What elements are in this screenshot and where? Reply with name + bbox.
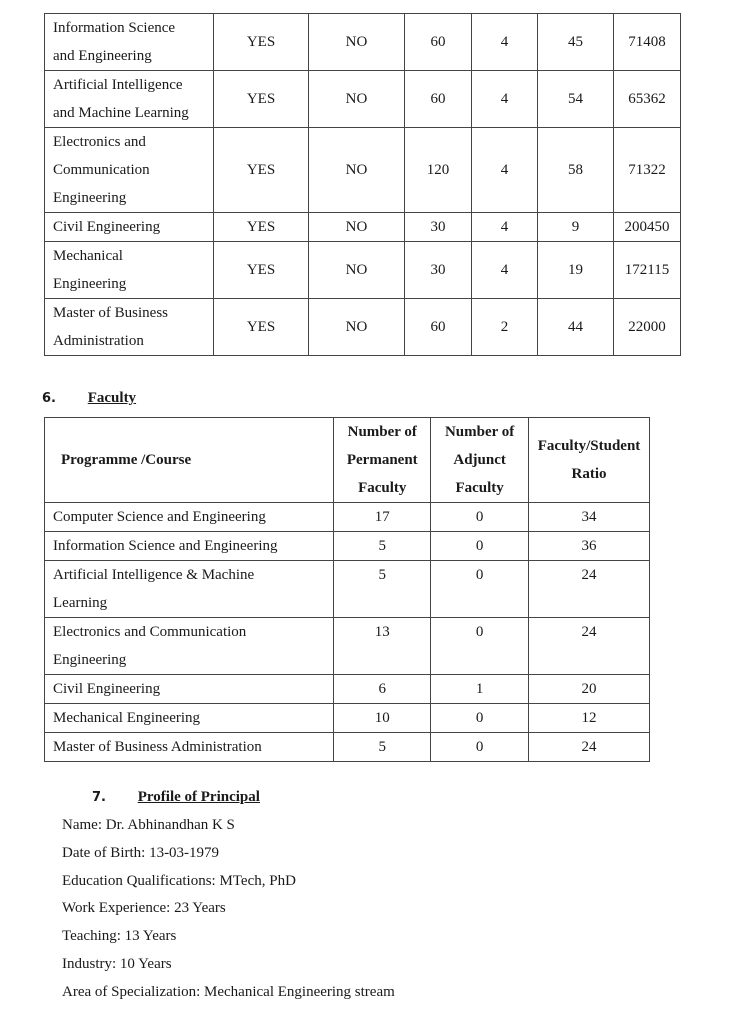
section-title: Profile of Principal bbox=[137, 789, 260, 805]
profile-line: Date of Birth: 13-03-1979 bbox=[62, 844, 220, 861]
adjunct-faculty-cell: 0 bbox=[431, 733, 529, 762]
programme-cell bbox=[45, 675, 334, 704]
value-cell: NO bbox=[309, 299, 405, 356]
intake-table-row bbox=[45, 71, 681, 128]
faculty-table-header-row bbox=[45, 418, 650, 503]
value-cell: NO bbox=[309, 71, 405, 128]
value-cell: YES bbox=[214, 14, 309, 71]
value-cell: NO bbox=[309, 242, 405, 299]
faculty-table-row bbox=[45, 733, 650, 762]
intake-table-body bbox=[45, 14, 681, 356]
permanent-faculty-cell: 5 bbox=[334, 561, 431, 618]
profile-line: Work Experience: 23 Years bbox=[62, 900, 226, 917]
value-cell: YES bbox=[214, 128, 309, 213]
programme-line: Mechanical Engineering bbox=[53, 710, 201, 726]
header-faculty-student-ratio bbox=[529, 418, 650, 503]
value-cell: 71408 bbox=[614, 14, 681, 71]
permanent-faculty-cell: 5 bbox=[334, 733, 431, 762]
value-cell: 71322 bbox=[614, 128, 681, 213]
header-line: Ratio bbox=[571, 466, 607, 482]
programme-cell bbox=[45, 213, 214, 242]
intake-table-row bbox=[45, 242, 681, 299]
value-cell: 30 bbox=[405, 213, 472, 242]
value-cell: 172115 bbox=[614, 242, 681, 299]
value-cell: 4 bbox=[472, 71, 538, 128]
value-cell: 4 bbox=[472, 14, 538, 71]
value-cell: 60 bbox=[405, 14, 472, 71]
intake-table-row bbox=[45, 14, 681, 71]
programme-line: and Engineering bbox=[53, 48, 152, 64]
intake-table-row bbox=[45, 299, 681, 356]
principal-profile bbox=[62, 812, 395, 1007]
value-cell: 30 bbox=[405, 242, 472, 299]
value-cell: 19 bbox=[538, 242, 614, 299]
profile-line: Education Qualifications: MTech, PhD bbox=[62, 872, 296, 889]
value-cell: 45 bbox=[538, 14, 614, 71]
programme-line: Artificial Intelligence bbox=[53, 77, 183, 93]
value-cell: 54 bbox=[538, 71, 614, 128]
programme-cell bbox=[45, 733, 334, 762]
programme-line: Computer Science and Engineering bbox=[53, 509, 266, 525]
programme-line: Engineering bbox=[53, 190, 127, 206]
value-cell: 65362 bbox=[614, 71, 681, 128]
programme-line: Information Science and Engineering bbox=[53, 538, 278, 554]
header-line: Number of bbox=[444, 424, 515, 440]
intake-table bbox=[44, 13, 681, 356]
permanent-faculty-cell: 17 bbox=[334, 503, 431, 532]
programme-line: Civil Engineering bbox=[53, 219, 161, 235]
profile-line: Industry: 10 Years bbox=[62, 955, 172, 972]
intake-table-row bbox=[45, 128, 681, 213]
programme-line: Electronics and bbox=[53, 134, 146, 150]
principal-section-heading bbox=[92, 789, 260, 806]
value-cell: NO bbox=[309, 128, 405, 213]
programme-line: Artificial Intelligence & Machine bbox=[53, 567, 255, 583]
programme-line: and Machine Learning bbox=[53, 105, 189, 121]
section-number: 6. bbox=[42, 391, 56, 406]
intake-table-row bbox=[45, 213, 681, 242]
value-cell: 44 bbox=[538, 299, 614, 356]
ratio-cell: 36 bbox=[529, 532, 650, 561]
header-line: Faculty bbox=[455, 480, 504, 496]
profile-line: Area of Specialization: Mechanical Engineering stream bbox=[62, 983, 395, 1000]
faculty-table bbox=[44, 417, 650, 762]
header-line: Adjunct bbox=[453, 452, 506, 468]
programme-line: Engineering bbox=[53, 652, 127, 668]
value-cell: 60 bbox=[405, 299, 472, 356]
programme-cell bbox=[45, 128, 214, 213]
value-cell: 4 bbox=[472, 213, 538, 242]
value-cell: NO bbox=[309, 14, 405, 71]
faculty-table-row bbox=[45, 704, 650, 733]
programme-cell bbox=[45, 299, 214, 356]
adjunct-faculty-cell: 0 bbox=[431, 532, 529, 561]
programme-cell bbox=[45, 704, 334, 733]
header-permanent-faculty bbox=[334, 418, 431, 503]
faculty-table-row bbox=[45, 675, 650, 704]
permanent-faculty-cell: 13 bbox=[334, 618, 431, 675]
programme-line: Administration bbox=[53, 333, 144, 349]
profile-line: Name: Dr. Abhinandhan K S bbox=[62, 817, 235, 833]
programme-line: Master of Business bbox=[53, 305, 168, 321]
faculty-section-heading bbox=[42, 390, 136, 407]
value-cell: 22000 bbox=[614, 299, 681, 356]
value-cell: YES bbox=[214, 71, 309, 128]
header-line: Faculty bbox=[358, 480, 407, 496]
value-cell: YES bbox=[214, 242, 309, 299]
value-cell: 4 bbox=[472, 242, 538, 299]
ratio-cell: 20 bbox=[529, 675, 650, 704]
programme-line: Mechanical bbox=[53, 248, 123, 264]
header-line: Faculty/Student bbox=[537, 438, 641, 454]
value-cell: 60 bbox=[405, 71, 472, 128]
profile-line: Teaching: 13 Years bbox=[62, 928, 177, 945]
header-line: Permanent bbox=[346, 452, 418, 468]
adjunct-faculty-cell: 1 bbox=[431, 675, 529, 704]
value-cell: 58 bbox=[538, 128, 614, 213]
value-cell: 4 bbox=[472, 128, 538, 213]
value-cell: 120 bbox=[405, 128, 472, 213]
faculty-table-row bbox=[45, 503, 650, 532]
ratio-cell: 12 bbox=[529, 704, 650, 733]
ratio-cell: 24 bbox=[529, 618, 650, 675]
permanent-faculty-cell: 5 bbox=[334, 532, 431, 561]
ratio-cell: 34 bbox=[529, 503, 650, 532]
programme-cell bbox=[45, 618, 334, 675]
faculty-table-row bbox=[45, 618, 650, 675]
programme-line: Engineering bbox=[53, 276, 127, 292]
programme-line: Electronics and Communication bbox=[53, 624, 247, 640]
programme-cell bbox=[45, 14, 214, 71]
programme-line: Information Science bbox=[53, 20, 176, 36]
value-cell: 200450 bbox=[614, 213, 681, 242]
faculty-table-row bbox=[45, 532, 650, 561]
value-cell: YES bbox=[214, 299, 309, 356]
header-programme: Programme /Course bbox=[45, 418, 334, 503]
permanent-faculty-cell: 10 bbox=[334, 704, 431, 733]
permanent-faculty-cell: 6 bbox=[334, 675, 431, 704]
value-cell: NO bbox=[309, 213, 405, 242]
header-adjunct-faculty bbox=[431, 418, 529, 503]
programme-cell bbox=[45, 561, 334, 618]
programme-line: Civil Engineering bbox=[53, 681, 161, 697]
adjunct-faculty-cell: 0 bbox=[431, 503, 529, 532]
adjunct-faculty-cell: 0 bbox=[431, 561, 529, 618]
value-cell: 2 bbox=[472, 299, 538, 356]
ratio-cell: 24 bbox=[529, 561, 650, 618]
programme-line: Communication bbox=[53, 162, 150, 178]
value-cell: 9 bbox=[538, 213, 614, 242]
value-cell: YES bbox=[214, 213, 309, 242]
programme-cell bbox=[45, 532, 334, 561]
faculty-table-body bbox=[45, 503, 650, 762]
section-number: 7. bbox=[92, 790, 106, 805]
section-title: Faculty bbox=[87, 390, 137, 406]
adjunct-faculty-cell: 0 bbox=[431, 704, 529, 733]
programme-cell bbox=[45, 242, 214, 299]
faculty-table-row bbox=[45, 561, 650, 618]
adjunct-faculty-cell: 0 bbox=[431, 618, 529, 675]
programme-cell bbox=[45, 71, 214, 128]
programme-line: Learning bbox=[53, 595, 108, 611]
programme-line: Master of Business Administration bbox=[53, 739, 262, 755]
programme-cell bbox=[45, 503, 334, 532]
header-line: Number of bbox=[347, 424, 417, 440]
ratio-cell: 24 bbox=[529, 733, 650, 762]
